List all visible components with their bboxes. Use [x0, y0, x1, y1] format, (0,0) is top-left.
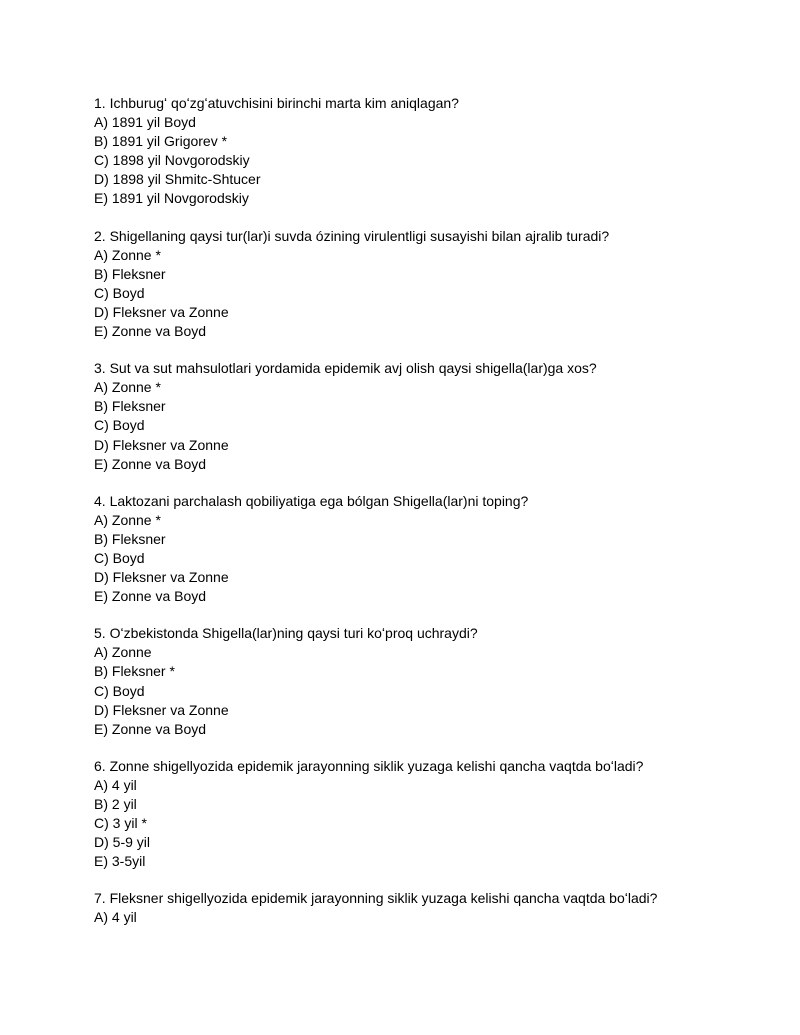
answer-option: E) Zonne va Boyd — [94, 455, 207, 472]
question-text: 6. Zonne shigellyozida epidemik jarayonning siklik yuzaga kelishi qancha vaqtda boʻladi? — [94, 757, 644, 774]
answer-option: A) Zonne — [94, 644, 152, 661]
question-text: 3. Sut va sut mahsulotlari yordamida epidemik avj olish qaysi shigella(lar)ga xos? — [94, 360, 597, 377]
question-2 — [94, 227, 774, 342]
question-text: 1. Ichburugʻ qoʻzgʻatuvchisini birinchi marta kim aniqlagan? — [94, 95, 459, 111]
answer-option: C) 3 yil * — [94, 815, 147, 832]
answer-option: A) 1891 yil Boyd — [94, 114, 196, 131]
document-page — [94, 94, 774, 946]
answer-option: E) Zonne va Boyd — [94, 323, 207, 340]
answer-option: A) 4 yil — [94, 909, 137, 926]
answer-option: C) Boyd — [94, 682, 145, 699]
question-text: 5. Oʻzbekistonda Shigella(lar)ning qaysi turi koʻproq uchraydi? — [94, 625, 478, 642]
question-7 — [94, 889, 774, 927]
answer-option: E) 3-5yil — [94, 853, 146, 870]
question-5 — [94, 624, 774, 739]
answer-option: D) Fleksner va Zonne — [94, 303, 229, 320]
question-3 — [94, 359, 774, 474]
question-4 — [94, 492, 774, 607]
answer-option: A) Zonne * — [94, 379, 161, 396]
question-6 — [94, 757, 774, 872]
question-text: 7. Fleksner shigellyozida epidemik jarayonning siklik yuzaga kelishi qancha vaqtda boʻladi? — [94, 890, 658, 907]
answer-option: B) Fleksner — [94, 398, 166, 415]
answer-option: A) Zonne * — [94, 246, 161, 263]
answer-option: E) 1891 yil Novgorodskiy — [94, 190, 249, 207]
answer-option: E) Zonne va Boyd — [94, 588, 207, 605]
answer-option: A) Zonne * — [94, 511, 161, 528]
answer-option: C) 1898 yil Novgorodskiy — [94, 152, 250, 169]
answer-option: C) Boyd — [94, 417, 145, 434]
answer-option: B) 2 yil — [94, 796, 137, 812]
answer-option: B) Fleksner — [94, 265, 166, 282]
question-1 — [94, 94, 774, 209]
answer-option: E) Zonne va Boyd — [94, 720, 207, 737]
answer-option: D) Fleksner va Zonne — [94, 436, 229, 453]
answer-option: C) Boyd — [94, 284, 145, 301]
question-text: 2. Shigellaning qaysi tur(lar)i suvda ózining virulentligi susayishi bilan ajralib turadi? — [94, 227, 610, 244]
answer-option: A) 4 yil — [94, 776, 137, 793]
answer-option: B) Fleksner * — [94, 663, 175, 680]
question-text: 4. Laktozani parchalash qobiliyatiga ega bólgan Shigella(lar)ni toping? — [94, 492, 529, 509]
answer-option: D) Fleksner va Zonne — [94, 569, 229, 586]
answer-option: D) 5-9 yil — [94, 834, 151, 851]
answer-option: C) Boyd — [94, 549, 145, 566]
answer-option: D) Fleksner va Zonne — [94, 701, 229, 718]
answer-option: B) Fleksner — [94, 530, 166, 547]
answer-option: B) 1891 yil Grigorev * — [94, 133, 228, 150]
answer-option: D) 1898 yil Shmitc-Shtucer — [94, 171, 261, 188]
